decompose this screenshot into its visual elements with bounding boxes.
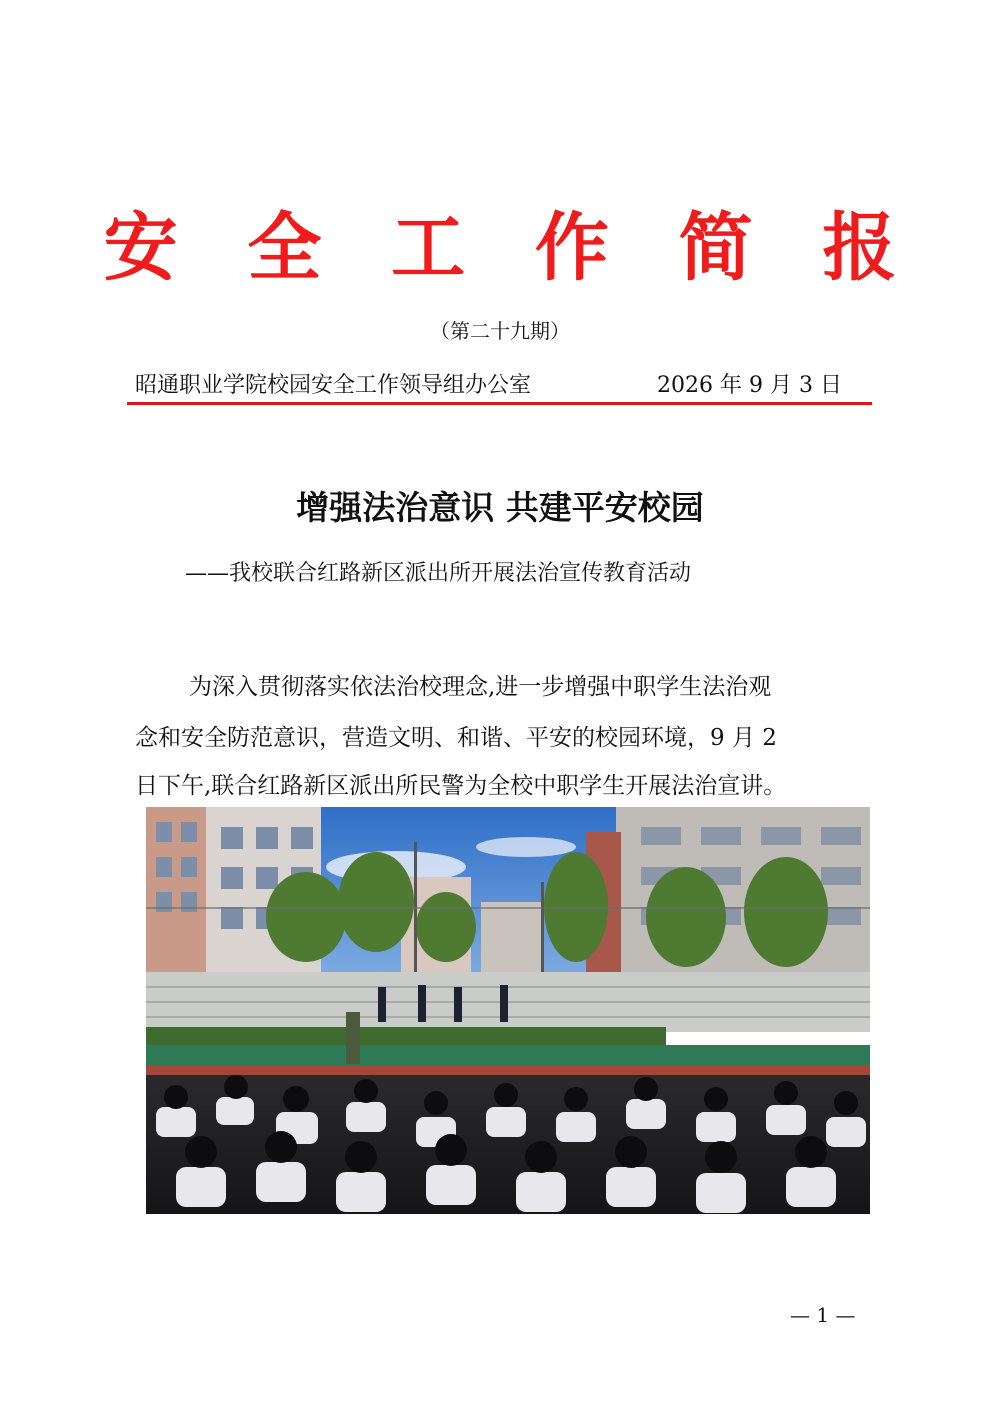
issuer-organization: 昭通职业学院校园安全工作领导组办公室: [135, 373, 532, 398]
event-photo: [146, 807, 870, 1214]
paragraph-line: 念和安全防范意识，营造文明、和谐、平安的校园环境，9 月 2: [135, 725, 777, 751]
red-divider: [127, 402, 872, 405]
bulletin-title: 安 全 工 作 简 报: [103, 205, 919, 291]
paragraph-line: 为深入贯彻落实依法治校理念,进一步增强中职学生法治观: [189, 674, 772, 700]
page-number: — 1 —: [790, 1303, 856, 1327]
event-photo-illustration: [146, 807, 870, 1214]
issue-date: 2026 年 9 月 3 日: [657, 373, 842, 398]
issuer-line: [135, 369, 875, 403]
paragraph-line: 日下午,联合红路新区派出所民警为全校中职学生开展法治宣讲。: [135, 773, 787, 799]
article-title: 增强法治意识 共建平安校园: [296, 488, 704, 527]
issue-number: （第二十九期）: [430, 319, 570, 343]
article-subtitle: ——我校联合红路新区派出所开展法治宣传教育活动: [185, 561, 692, 586]
